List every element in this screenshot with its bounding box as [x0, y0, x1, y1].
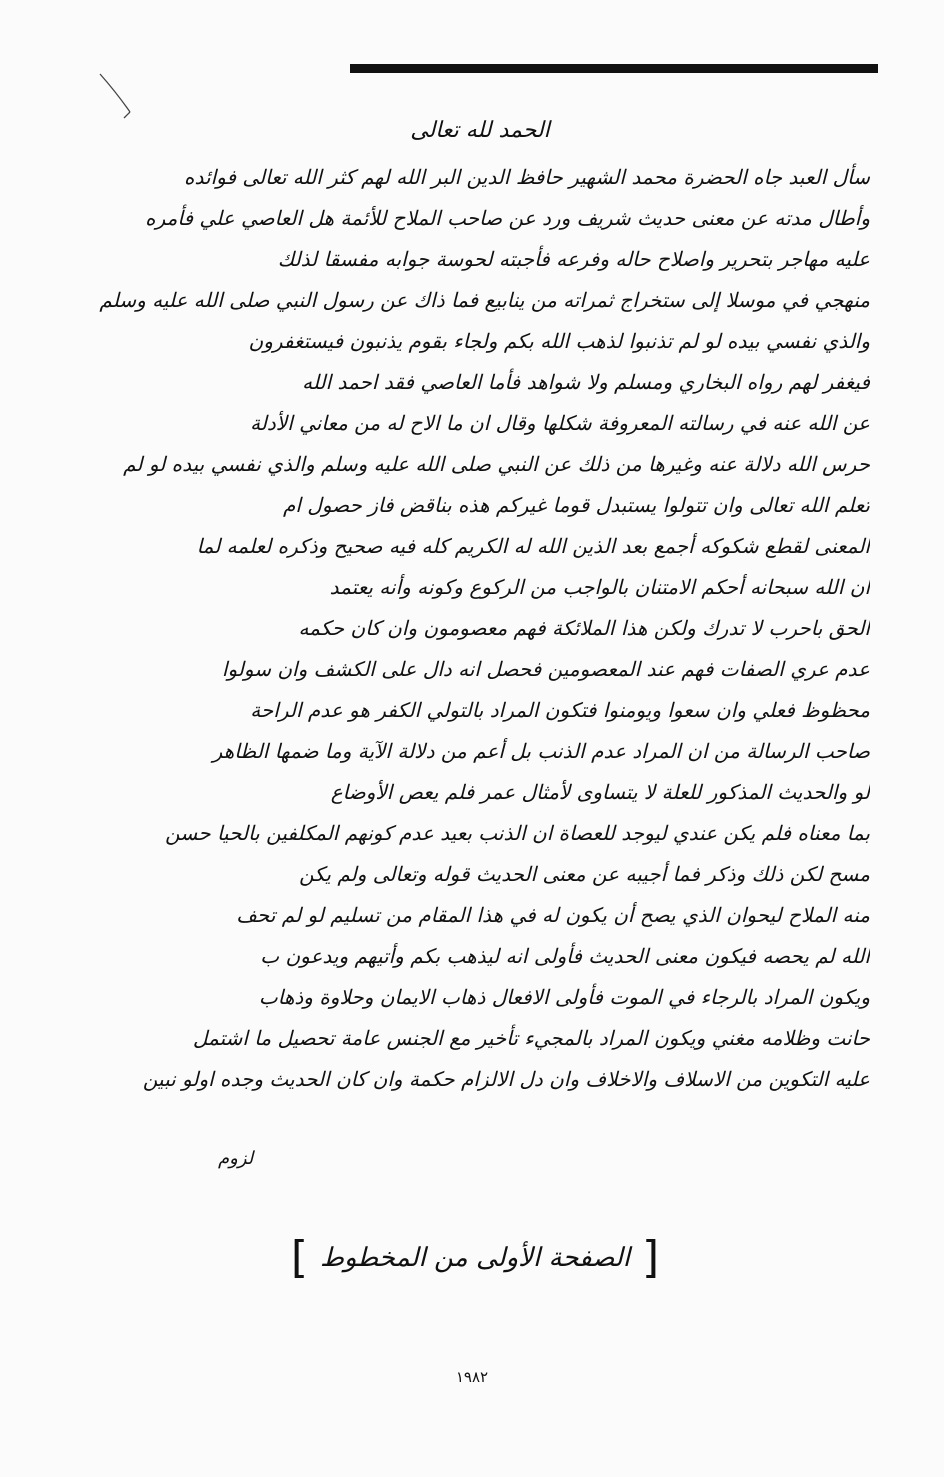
- caption-bracket-close: ]: [290, 1232, 308, 1283]
- page-number: ١٩٨٢: [455, 1368, 489, 1386]
- manuscript-heading: الحمد لله تعالى: [410, 118, 550, 143]
- marginal-note: لزوم: [218, 1148, 254, 1169]
- manuscript-line: وأطال مدته عن معنى حديث شريف ورد عن صاحب الملاح للأئمة هل العاصي علي فأمره: [145, 206, 870, 230]
- caption-text: الصفحة الأولى من المخطوط: [319, 1243, 631, 1273]
- manuscript-line: منه الملاح ليحوان الذي يصح أن يكون له في هذا المقام من تسليم لو لم تحف: [236, 903, 870, 927]
- manuscript-line: سأل العبد جاه الحضرة محمد الشهير حافظ الدين البر الله لهم كثر الله تعالى فوائده: [184, 165, 870, 189]
- manuscript-line: محظوظ فعلي وان سعوا ويومنوا فتكون المراد بالتولي الكفر هو عدم الراحة: [250, 698, 870, 722]
- manuscript-line: بما معناه فلم يكن عندي ليوجد للعصاة ان الذنب بعيد عدم كونهم المكلفين بالحيا حسن: [165, 821, 870, 845]
- manuscript-line: ان الله سبحانه أحكم الامتنان بالواجب من الركوع وكونه وأنه يعتمد: [329, 575, 870, 599]
- manuscript-line: مسح لكن ذلك وذكر فما أجيبه عن معنى الحديث قوله وتعالى ولم يكن: [299, 862, 870, 886]
- manuscript-line: والذي نفسي بيده لو لم تذنبوا لذهب الله بكم ولجاء بقوم يذنبون فيستغفرون: [248, 329, 870, 353]
- manuscript-line: عليه التكوين من الاسلاف والاخلاف وان دل الالزام حكمة وان كان الحديث وجده اولو نبين: [142, 1067, 870, 1091]
- manuscript-line: عن الله عنه في رسالته المعروفة شكلها وقال ان ما الاح له من معاني الأدلة: [250, 411, 870, 435]
- manuscript-text: [90, 110, 870, 1100]
- manuscript-lines: [90, 157, 870, 1100]
- manuscript-line: فيغفر لهم رواه البخاري ومسلم ولا شواهد فأما العاصي فقد احمد الله: [302, 370, 870, 394]
- manuscript-line: حرس الله دلالة عنه وغيرها من ذلك عن النبي صلى الله عليه وسلم والذي نفسي بيده لو لم: [123, 452, 870, 476]
- caption-bracket-open: [: [642, 1232, 660, 1283]
- manuscript-line: الله لم يحصه فيكون معنى الحديث فأولى انه ليذهب بكم وأتيهم ويدعون ب: [260, 944, 870, 968]
- manuscript-line: ويكون المراد بالرجاء في الموت فأولى الافعال ذهاب الايمان وحلاوة وذهاب: [258, 985, 870, 1009]
- top-border-rule: [350, 64, 878, 73]
- manuscript-line: عليه مهاجر بتحرير واصلاح حاله وفرعه فأجبته لحوسة جوابه مفسقا لذلك: [277, 247, 870, 271]
- manuscript-line: لو والحديث المذكور للعلة لا يتساوى لأمثال عمر فلم يعص الأوضاع: [330, 780, 870, 804]
- manuscript-line: المعنى لقطع شكوكه أجمع بعد الذين الله له الكريم كله فيه صحيح وذكره لعلمه لما: [196, 534, 870, 558]
- manuscript-line: الحق باحرب لا تدرك ولكن هذا الملائكة فهم معصومون وان كان حكمه: [298, 616, 870, 640]
- manuscript-line: تعلم الله تعالى وان تتولوا يستبدل قوما غيركم هذه بناقض فاز حصول ام: [283, 493, 870, 517]
- manuscript-line: حانت وظلامه مغني ويكون المراد بالمجيء تأخير مع الجنس عامة تحصيل ما اشتمل: [192, 1026, 870, 1050]
- manuscript-line: صاحب الرسالة من ان المراد عدم الذنب بل أعم من دلالة الآية وما ضمها الظاهر: [212, 739, 870, 763]
- figure-caption: [250, 1228, 700, 1288]
- manuscript-line: منهجي في موسلا إلى ستخراج ثمراته من ينابيع فما ذاك عن رسول النبي صلى الله عليه وسلم: [99, 288, 870, 312]
- manuscript-line: عدم عري الصفات فهم عند المعصومين فحصل انه دال على الكشف وان سولوا: [221, 657, 870, 681]
